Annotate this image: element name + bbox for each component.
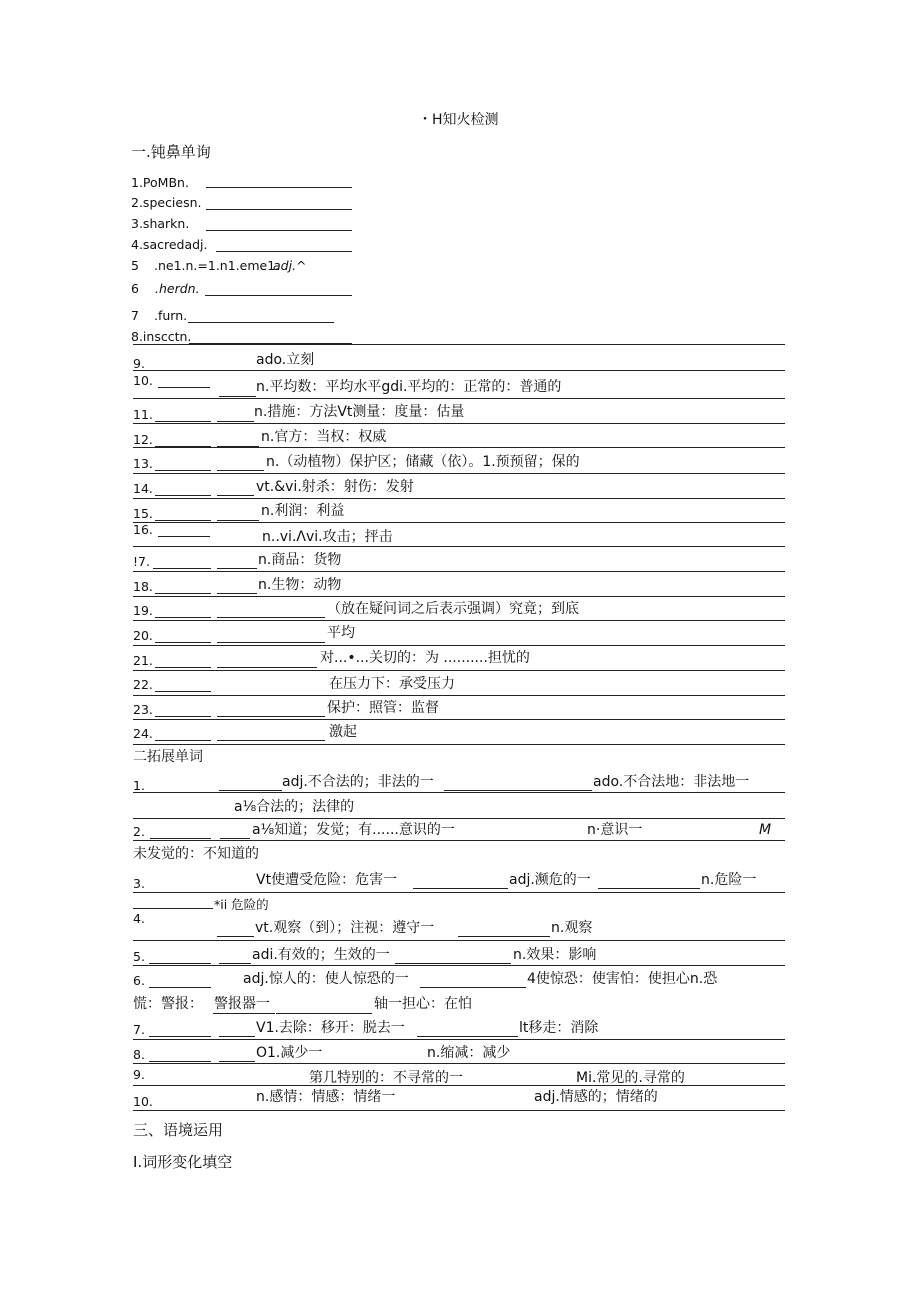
s2-item-9-def-b: Mi.常见的.寻常的 — [576, 1070, 685, 1086]
row-11-definition: n.措施：方法Vt测量：度量：估量 — [254, 404, 465, 420]
item-5-pos: adj.^ — [273, 258, 307, 273]
blank-item-1[interactable] — [206, 187, 352, 188]
blank-a[interactable] — [155, 716, 211, 717]
s2-item-2-def-c: 未发觉的：不知道的 — [133, 846, 259, 862]
row-9-definition: ado.立刻 — [256, 352, 315, 368]
rule-line — [133, 398, 785, 399]
s2-item-6-def-d: 警报器一 — [214, 996, 270, 1012]
rule-line — [133, 473, 785, 474]
row-24-definition: 激起 — [329, 724, 357, 740]
row-23-number: 23. — [133, 702, 153, 717]
blank-c[interactable] — [417, 1036, 518, 1037]
rule-line — [133, 840, 785, 841]
item-8: 8.inscctn. — [131, 329, 192, 344]
rule-line — [133, 1039, 785, 1040]
rule-line — [133, 571, 785, 572]
s2-item-6-def-a: adj.惊人的：使人惊恐的一 — [243, 971, 409, 987]
s2-item-1-def-c: a⅛合法的；法律的 — [234, 799, 355, 815]
s2-item-4-def-a: vt.观察（到）；注视：遵守一 — [255, 920, 435, 936]
blank-b[interactable] — [219, 1036, 255, 1037]
blank-a[interactable] — [149, 792, 211, 793]
rule-line — [133, 744, 785, 745]
s2-item-5-number: 5. — [133, 949, 145, 964]
blank-b[interactable] — [219, 790, 282, 791]
s2-item-3-def-b: adj.濒危的一 — [509, 872, 591, 888]
s2-item-5-def-a: adi.有效的；生效的一 — [252, 947, 390, 963]
s2-item-2-def-a: a⅛知道；发觉；有......意识的一 — [252, 822, 455, 838]
s2-item-9-def-a: 第几特别的：不寻常的一 — [309, 1070, 463, 1086]
row-21-number: 21. — [133, 653, 153, 668]
blank-item-7[interactable] — [188, 322, 334, 323]
blank-b[interactable] — [219, 396, 256, 397]
blank-b[interactable] — [217, 617, 325, 618]
rule-line — [133, 818, 785, 819]
blank-a[interactable] — [217, 936, 254, 937]
s2-item-4-number: 4. — [133, 911, 145, 926]
item-7-number: 7 — [131, 308, 139, 323]
item-2: 2.speciesn. — [131, 195, 202, 210]
blank-b[interactable] — [217, 740, 325, 741]
blank-a[interactable] — [155, 593, 211, 594]
s2-item-1-def-a: adj.不合法的；非法的一 — [282, 774, 434, 790]
blank-a[interactable] — [158, 536, 210, 537]
rule-line — [133, 695, 785, 696]
row-18-definition: n.生物：动物 — [258, 577, 342, 593]
rule-line — [133, 522, 785, 523]
row-12-definition: n.官方：当权：权威 — [261, 429, 387, 445]
blank-a[interactable] — [153, 568, 211, 569]
row-20-definition: 平均 — [327, 625, 355, 641]
rule-line — [133, 670, 785, 671]
blank-b[interactable] — [598, 888, 700, 889]
row-13-number: 13. — [133, 456, 153, 471]
item-1: 1.PoMBn. — [131, 175, 189, 190]
s2-item-8-number: 8. — [133, 1047, 145, 1062]
row-14-definition: vt.&vi.射杀：射伤：发射 — [256, 479, 414, 495]
s2-item-2-mark: M — [759, 822, 772, 838]
section-2-heading: 二拓展单词 — [133, 749, 203, 765]
blank-b[interactable] — [217, 642, 325, 643]
s2-item-9-number: 9. — [133, 1067, 145, 1082]
s2-item-3-def-a: Vt使遭受危险：危害一 — [256, 872, 398, 888]
blank-a[interactable] — [149, 1061, 211, 1062]
row-12-number: 12. — [133, 432, 153, 447]
item-4: 4.sacredadj. — [131, 237, 208, 252]
blank-a[interactable] — [155, 421, 211, 422]
row-11-number: 11. — [133, 407, 153, 422]
s2-item-10-def-a: n.感情：情感：情绪一 — [256, 1089, 396, 1105]
blank-b[interactable] — [217, 421, 254, 422]
blank-c[interactable] — [395, 963, 511, 964]
s2-item-7-def-a: V1.去除：移开：脱去一 — [256, 1020, 405, 1036]
row-22-number: 22. — [133, 677, 153, 692]
blank-b[interactable] — [219, 963, 251, 964]
rule-line — [133, 1110, 785, 1111]
blank-a[interactable] — [151, 370, 211, 371]
s2-item-3-def-c: n.危险一 — [701, 872, 757, 888]
row-22-definition: 在压力下：承受压力 — [329, 676, 455, 692]
blank-b[interactable] — [217, 667, 317, 668]
blank-a[interactable] — [155, 691, 211, 692]
blank-a[interactable] — [155, 667, 211, 668]
s2-item-6-def-e: 轴一担心：在怕 — [374, 996, 472, 1012]
row-20-number: 20. — [133, 628, 153, 643]
rule-line — [133, 498, 785, 499]
row-15-number: 15. — [133, 506, 153, 521]
s2-item-2-def-b: n·意识一 — [587, 822, 643, 838]
row-19-definition: （放在疑问词之后表示强调）究竟；到底 — [327, 601, 579, 617]
rule-line — [133, 447, 785, 448]
s2-item-10-number: 10. — [133, 1094, 153, 1109]
row-14-number: 14. — [133, 481, 153, 496]
blank-item-3[interactable] — [206, 230, 352, 231]
s2-item-7-number: 7. — [133, 1022, 145, 1037]
blank-a[interactable] — [149, 1036, 211, 1037]
rule-line — [133, 940, 785, 941]
rule-line — [133, 620, 785, 621]
row-23-definition: 保护：照管：监督 — [327, 700, 439, 716]
blank-item-4[interactable] — [216, 251, 352, 252]
row-10-number: 10. — [133, 373, 153, 388]
row-13-definition: n.（动植物）保护区；储藏（依）。1.预预留；保的 — [266, 454, 580, 470]
s2-item-6-def-b: 4使惊恐：使害怕：使担心n.恐 — [527, 971, 718, 987]
rule-line — [133, 344, 785, 345]
row-16-number: 16. — [133, 522, 153, 537]
rule-line — [133, 423, 785, 424]
blank-a[interactable] — [155, 470, 211, 471]
row-15-definition: n.利润：利益 — [261, 503, 345, 519]
blank-a[interactable] — [155, 740, 211, 741]
s2-item-8-def-b: n.缩减：减少 — [427, 1045, 511, 1061]
item-5-number: 5 — [131, 258, 139, 273]
item-6-number: 6 — [131, 281, 139, 296]
row-10-definition: n.平均数：平均水平gdi.平均的：正常的：普通的 — [256, 379, 562, 395]
row-17-definition: n.商品：货物 — [258, 552, 342, 568]
row-16-definition: n..vi.Λvi.攻击；抨击 — [262, 529, 393, 545]
blank-c[interactable] — [444, 790, 592, 791]
rule-line — [133, 596, 785, 597]
rule-line — [133, 892, 785, 893]
s2-item-6-def-c: 慌：警报： — [133, 996, 203, 1012]
blank-a[interactable] — [149, 963, 211, 964]
blank-b[interactable] — [217, 495, 254, 496]
blank-a[interactable] — [155, 642, 211, 643]
s2-item-6-number: 6. — [133, 973, 145, 988]
rule-line — [133, 546, 785, 547]
blank-a[interactable] — [155, 495, 211, 496]
s2-item-8-def-a: O1.减少一 — [256, 1045, 323, 1061]
rule-line — [133, 965, 785, 966]
row-19-number: 19. — [133, 603, 153, 618]
blank-a[interactable] — [155, 617, 211, 618]
section-1-heading: 一.钝鼻单询 — [131, 143, 211, 161]
blank-c[interactable] — [213, 1013, 275, 1014]
blank-a[interactable] — [155, 520, 211, 521]
s2-item-3-number: 3. — [133, 876, 145, 891]
blank-item-6[interactable] — [205, 295, 352, 296]
s2-item-4-def-b: n.观察 — [551, 920, 593, 936]
blank-a[interactable] — [150, 838, 211, 839]
blank-b[interactable] — [217, 716, 325, 717]
rule-line — [133, 1063, 785, 1064]
item-5-text: .ne1.n.=1.n1.eme1. — [154, 258, 280, 273]
rule-line — [133, 645, 785, 646]
blank-b[interactable] — [217, 446, 259, 447]
s2-item-7-def-b: lt移走：消除 — [519, 1020, 599, 1036]
blank-a[interactable] — [149, 987, 211, 988]
blank-b[interactable] — [458, 936, 550, 937]
blank-a[interactable] — [413, 888, 508, 889]
row-18-number: 18. — [133, 579, 153, 594]
item-6-text: .herdn. — [155, 281, 200, 296]
s2-item-1-number: 1. — [133, 778, 145, 793]
row-17-number: !7. — [133, 554, 150, 569]
blank-b[interactable] — [220, 838, 250, 839]
s2-item-1-def-b: ado.不合法地：非法地一 — [593, 774, 750, 790]
rule-line — [133, 719, 785, 720]
row-21-definition: 对...•...关切的：为 ..........担忧的 — [320, 650, 530, 666]
section-3-heading: 三、语境运用 — [133, 1121, 224, 1139]
blank-b[interactable] — [217, 520, 259, 521]
item-3: 3.sharkn. — [131, 216, 190, 231]
s2-item-5-def-b: n.效果：影响 — [513, 947, 597, 963]
blank-a[interactable] — [155, 446, 211, 447]
blank-c[interactable] — [133, 908, 213, 909]
blank-d[interactable] — [276, 1013, 372, 1014]
rule-line — [133, 792, 785, 793]
blank-b[interactable] — [420, 987, 526, 988]
blank-b[interactable] — [217, 568, 257, 569]
blank-b[interactable] — [217, 470, 264, 471]
s2-item-3-def-d: *ii 危险的 — [214, 897, 269, 912]
row-9-number: 9. — [133, 356, 145, 371]
blank-item-2[interactable] — [206, 209, 352, 210]
s2-item-2-number: 2. — [133, 824, 145, 839]
item-7-text: .furn. — [154, 308, 188, 323]
blank-b[interactable] — [217, 370, 255, 371]
s2-item-10-def-b: adj.情感的；情绪的 — [534, 1089, 658, 1105]
row-24-number: 24. — [133, 726, 153, 741]
blank-b[interactable] — [217, 593, 257, 594]
blank-b[interactable] — [219, 1061, 255, 1062]
blank-a[interactable] — [158, 387, 210, 388]
page-title: ・H知火检测 — [418, 112, 499, 128]
section-3-subheading: I.词形变化填空 — [133, 1153, 233, 1171]
